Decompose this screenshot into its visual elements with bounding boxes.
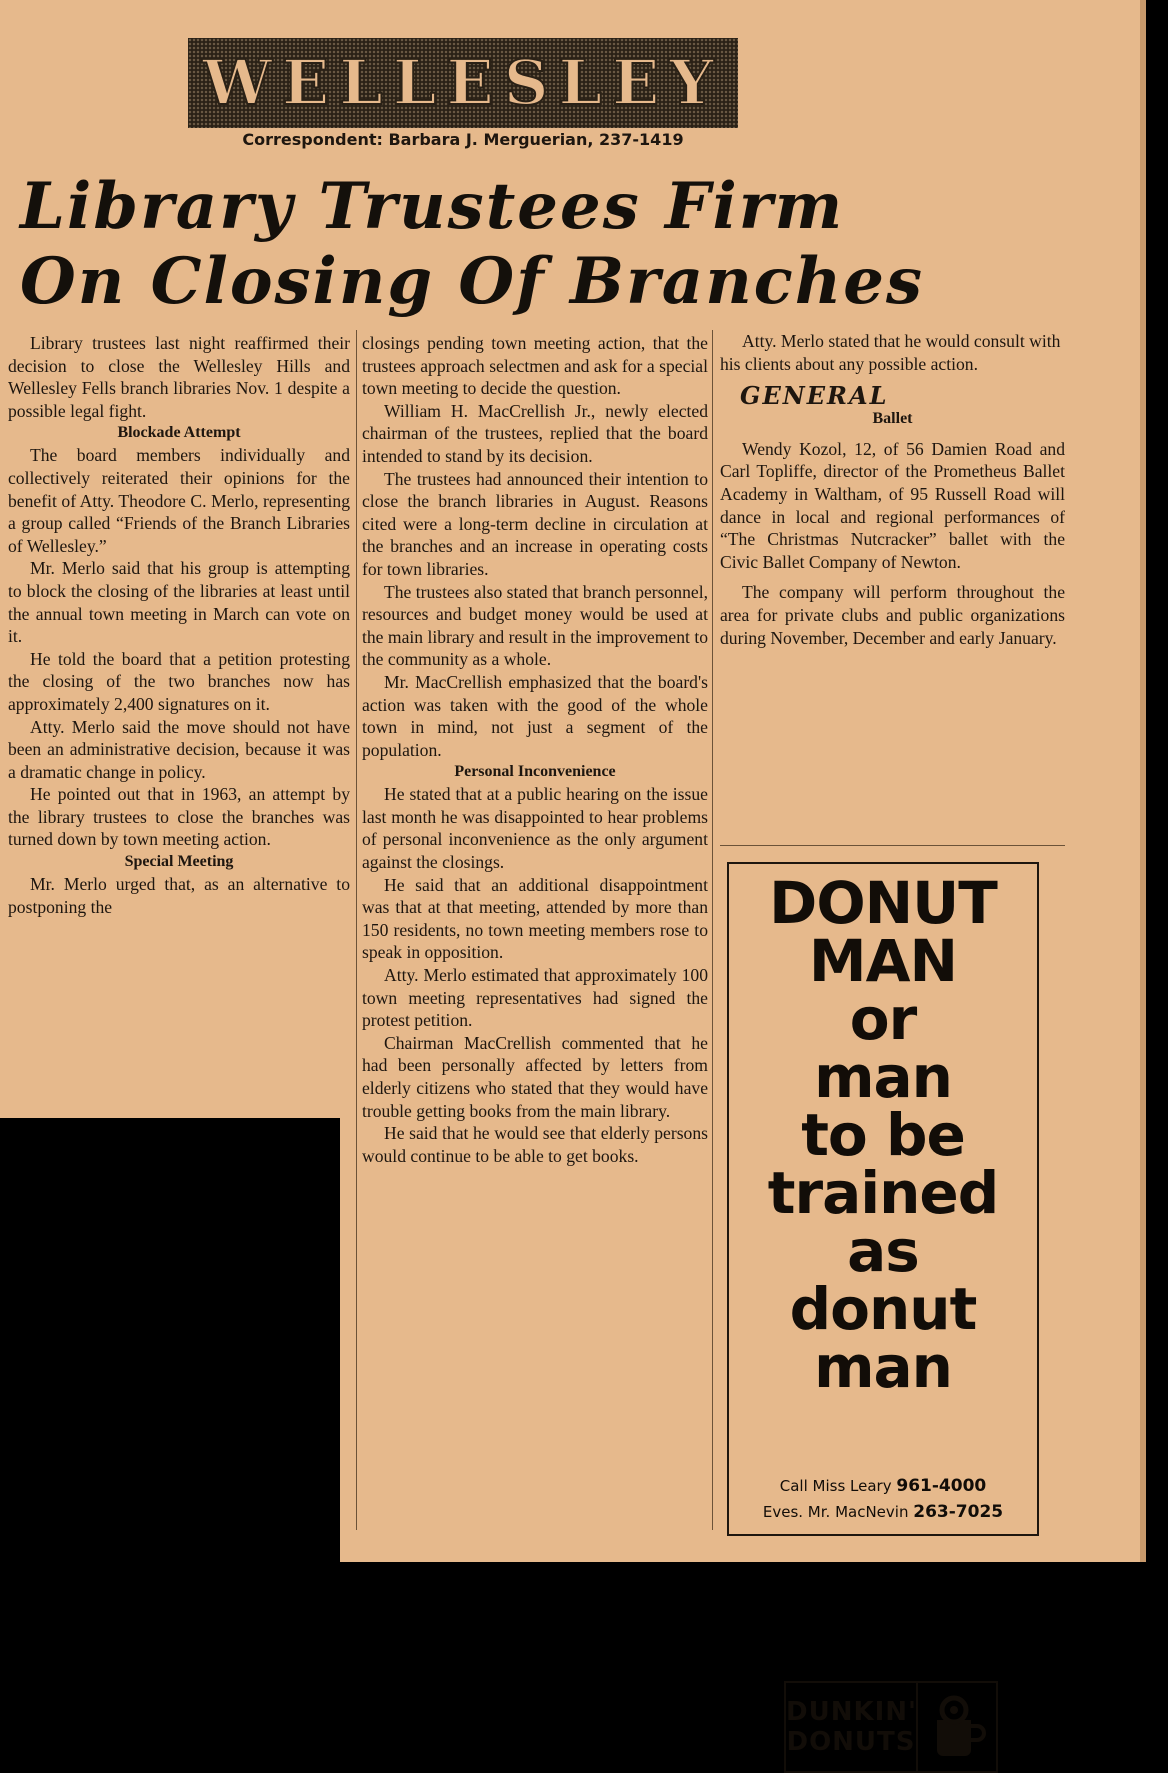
paragraph: He stated that at a public hearing on the issue last month he was disappointed to hear problems of personal inconvenience as the only argument against the closings. <box>362 784 708 873</box>
call-label: Call Miss Leary <box>779 1477 892 1495</box>
article-column-3 <box>720 330 1065 649</box>
ad-line: man <box>814 1043 952 1111</box>
paragraph: William H. MacCrellish Jr., newly elected chairman of the trustees, replied that the board intended to stand by its decision. <box>362 400 708 466</box>
ad-headline <box>729 864 1037 1401</box>
paragraph: Library trustees last night reaffirmed their decision to close the Wellesley Hills and Wellesley Fells branch libraries Nov. 1 despite a possible legal fight. <box>8 333 350 421</box>
paragraph: Atty. Merlo stated that he would consult with his clients about any possible action. <box>720 331 1061 374</box>
masthead-banner <box>188 38 738 128</box>
donut-man-ad <box>727 862 1039 1757</box>
ad-line: to be <box>801 1101 965 1169</box>
paragraph: The trustees had announced their intention to close the branch libraries in August. Reasons cited were a long-term decline in circulation at the branches and an increase in operating costs for town libraries. <box>362 468 708 579</box>
paragraph: Mr. MacCrellish emphasized that the board's action was taken with the good of the whole town in mind, not just a segment of the population. <box>362 671 708 760</box>
ad-line: donut <box>789 1275 977 1343</box>
paragraph: The trustees also stated that branch personnel, resources and budget money would be used at the main library and result in the improvement to the community as a whole. <box>362 581 708 670</box>
paragraph: Wendy Kozol, 12, of 56 Damien Road and Carl Topliffe, director of the Prometheus Ballet Academy in Waltham, of 95 Russell Road will dance in local and regional performances of “The Christmas Nutcracker” ballet with the Civic Ballet Company of Newton. <box>720 438 1065 572</box>
ad-line: as <box>847 1217 919 1285</box>
paragraph: Mr. Merlo said that his group is attempting to block the closing of the libraries at least until the annual town meeting in March can vote on it. <box>8 558 350 647</box>
paragraph: He said that he would see that elderly persons would continue to be able to get books. <box>362 1123 708 1166</box>
column-rule <box>356 330 357 1530</box>
call-line-2 <box>729 1502 1037 1522</box>
logo-line-1: DUNKIN' <box>786 1697 917 1727</box>
section-divider <box>720 845 1065 846</box>
logo-line-2: DONUTS <box>786 1727 916 1757</box>
paragraph: Mr. Merlo urged that, as an alternative to postponing the <box>8 874 350 917</box>
paragraph: The company will perform throughout the area for private clubs and public organizations during November, December and early January. <box>720 582 1065 648</box>
section-heading: GENERAL <box>740 381 889 411</box>
dunkin-donuts-logo <box>784 1681 998 1773</box>
ad-line: trained <box>767 1159 999 1227</box>
paragraph: The board members individually and collectively reiterated their opinions for the benefit of Atty. Theodore C. Merlo, representing a group called “Friends of the Branch Libraries of Wellesley.” <box>8 445 350 556</box>
ad-line: man <box>814 1333 952 1401</box>
column-rule <box>712 330 713 1530</box>
ad-line: or <box>849 985 917 1053</box>
paragraph: Chairman MacCrellish commented that he had been personally affected by letters from elderly citizens who stated that they would have trouble getting books from the main library. <box>362 1032 708 1121</box>
paragraph: closings pending town meeting action, that the trustees approach selectmen and ask for a special town meeting to decide the question. <box>362 333 708 399</box>
subhead: Special Meeting <box>124 853 234 871</box>
headline-line-2: On Closing Of Branches <box>20 244 925 319</box>
article-column-2 <box>362 332 708 1167</box>
paragraph: He pointed out that in 1963, an attempt by the library trustees to close the branches was turned down by town meeting action. <box>8 784 350 850</box>
paragraph: He said that an additional disappointment was that at that meeting, attended by more than 150 residents, no town meeting members rose to speak in opposition. <box>362 874 708 963</box>
ad-line: MAN <box>808 927 958 995</box>
call-phone: 263-7025 <box>913 1502 1004 1522</box>
clipping-edge <box>1140 0 1146 1562</box>
call-label: Eves. Mr. MacNevin <box>762 1503 909 1521</box>
headline-line-1: Library Trustees Firm <box>20 169 845 244</box>
subhead: Blockade Attempt <box>117 424 241 442</box>
paragraph: Atty. Merlo said the move should not have been an administrative decision, because it was a dramatic change in policy. <box>8 716 350 782</box>
correspondent-line: Correspondent: Barbara J. Merguerian, 237-1419 <box>242 130 684 149</box>
paragraph: He told the board that a petition protesting the closing of the two branches now has approximately 2,400 signatures on it. <box>8 648 350 714</box>
coffee-cup-icon <box>918 1683 996 1771</box>
masthead-title: WELLESLEY <box>202 46 724 119</box>
article-column-1 <box>8 332 350 918</box>
call-phone: 961-4000 <box>896 1476 987 1496</box>
paragraph: Atty. Merlo estimated that approximately 100 town meeting representatives had signed the protest petition. <box>362 965 708 1031</box>
subhead: Personal Inconvenience <box>454 763 616 781</box>
ad-line: DONUT <box>769 869 997 937</box>
call-line-1 <box>729 1476 1037 1496</box>
subhead: Ballet <box>872 409 913 427</box>
